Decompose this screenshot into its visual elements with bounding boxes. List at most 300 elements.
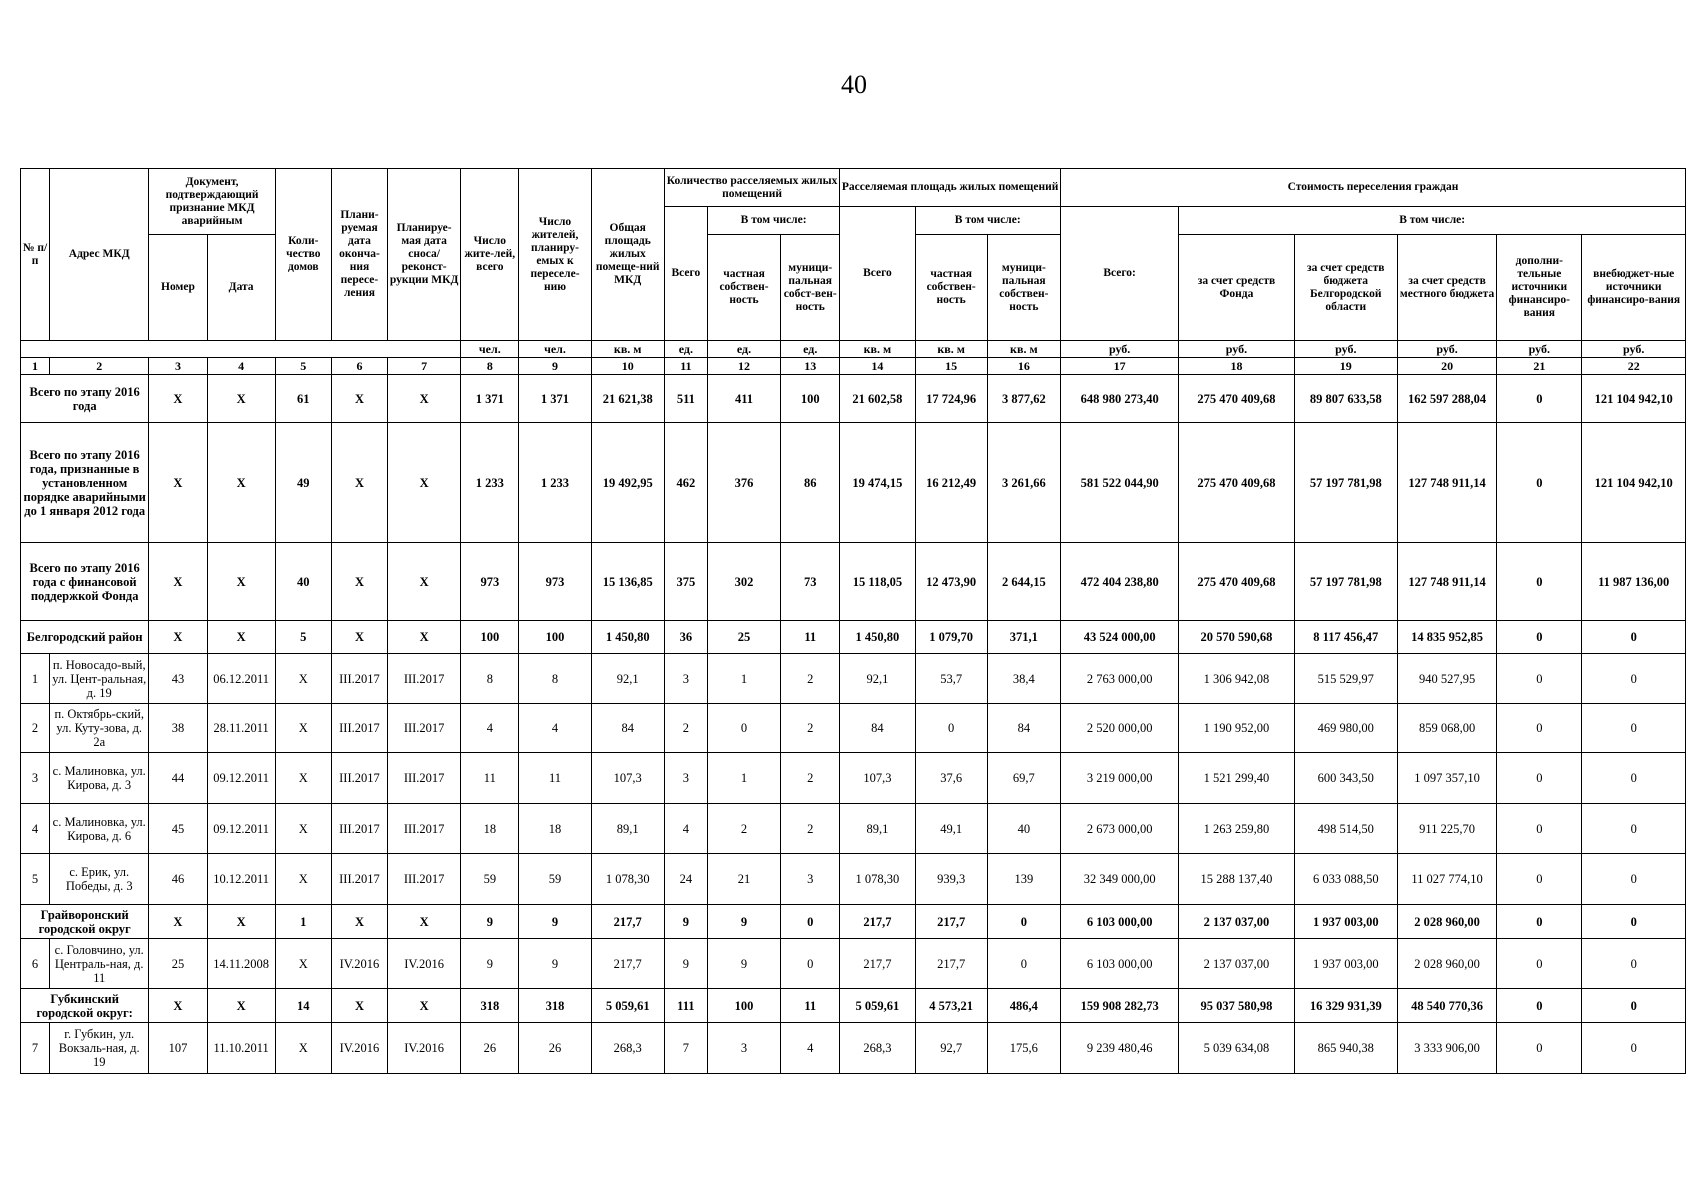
table-cell: 17 724,96 <box>915 375 987 423</box>
column-number: 7 <box>388 358 461 375</box>
table-cell: X <box>207 989 275 1023</box>
table-cell: 0 <box>987 939 1060 989</box>
column-number: 20 <box>1397 358 1496 375</box>
table-cell: 11 987 136,00 <box>1582 543 1686 621</box>
row-address: с. Малиновка, ул. Кирова, д. 3 <box>50 753 149 804</box>
table-cell: 0 <box>1497 989 1582 1023</box>
column-number: 13 <box>781 358 840 375</box>
table-cell: 973 <box>461 543 519 621</box>
table-cell: 302 <box>707 543 780 621</box>
row-number: 4 <box>21 804 50 854</box>
table-cell: III.2017 <box>388 804 461 854</box>
table-cell: X <box>207 543 275 621</box>
table-cell: III.2017 <box>388 654 461 704</box>
column-number: 8 <box>461 358 519 375</box>
table-cell: 0 <box>1582 753 1686 804</box>
summary-row <box>21 423 1686 543</box>
unit-cell: кв. м <box>987 341 1060 358</box>
table-cell: 0 <box>1582 804 1686 854</box>
table-cell: 5 <box>275 621 331 654</box>
table-cell: 411 <box>707 375 780 423</box>
unit-cell: руб. <box>1397 341 1496 358</box>
table-cell: 217,7 <box>915 939 987 989</box>
row-address: п. Новосадо-вый, ул. Цент-ральная, д. 19 <box>50 654 149 704</box>
table-cell: 515 529,97 <box>1294 654 1397 704</box>
column-number: 16 <box>987 358 1060 375</box>
header-planned-end: Плани-руемая дата оконча-ния пересе-ления <box>331 169 387 341</box>
table-cell: 1 521 299,40 <box>1179 753 1294 804</box>
table-cell: 49 <box>275 423 331 543</box>
table-cell: 11 <box>519 753 591 804</box>
table-cell: 217,7 <box>591 939 664 989</box>
table-cell: IV.2016 <box>388 1023 461 1074</box>
table-cell: X <box>331 621 387 654</box>
table-cell: IV.2016 <box>331 939 387 989</box>
unit-cell: кв. м <box>840 341 915 358</box>
table-cell: 100 <box>781 375 840 423</box>
table-cell: 24 <box>664 854 707 905</box>
table-cell: 19 492,95 <box>591 423 664 543</box>
table-cell: 12 473,90 <box>915 543 987 621</box>
table-cell: 0 <box>1497 654 1582 704</box>
table-cell: 7 <box>664 1023 707 1074</box>
table-cell: 107,3 <box>591 753 664 804</box>
table-cell: 0 <box>987 905 1060 939</box>
table-cell: 0 <box>1497 543 1582 621</box>
table-cell: 2 <box>707 804 780 854</box>
table-cell: 15 136,85 <box>591 543 664 621</box>
table-cell: 217,7 <box>591 905 664 939</box>
table-cell: 4 <box>519 704 591 753</box>
table-cell: 4 <box>781 1023 840 1074</box>
page-number: 40 <box>841 70 867 99</box>
table-cell: 217,7 <box>840 939 915 989</box>
header-doc-date: Дата <box>207 235 275 341</box>
header-area-group: Расселяемая площадь жилых помещений <box>840 169 1061 207</box>
column-number: 2 <box>50 358 149 375</box>
table-cell: 2 028 960,00 <box>1397 939 1496 989</box>
table-cell: 92,7 <box>915 1023 987 1074</box>
table-cell: 19 474,15 <box>840 423 915 543</box>
column-number: 11 <box>664 358 707 375</box>
header-cost-extra-budget: внебюджет-ные источники финансиро-вания <box>1582 235 1686 341</box>
units-row <box>21 341 1686 358</box>
table-cell: X <box>388 375 461 423</box>
table-cell: III.2017 <box>388 704 461 753</box>
table-cell: 3 <box>707 1023 780 1074</box>
table-cell: 4 <box>461 704 519 753</box>
table-cell: 1 <box>275 905 331 939</box>
table-cell: 0 <box>1582 854 1686 905</box>
table-cell: 73 <box>781 543 840 621</box>
row-number: 3 <box>21 753 50 804</box>
table-cell: 11 <box>781 621 840 654</box>
table-cell: 0 <box>1497 1023 1582 1074</box>
table-cell: 2 137 037,00 <box>1179 905 1294 939</box>
table-cell: 43 524 000,00 <box>1060 621 1178 654</box>
table-cell: 59 <box>519 854 591 905</box>
table-cell: X <box>149 621 207 654</box>
table-cell: X <box>207 375 275 423</box>
table-cell: X <box>388 543 461 621</box>
table-cell: 4 <box>664 804 707 854</box>
table-cell: 469 980,00 <box>1294 704 1397 753</box>
table-cell: 09.12.2011 <box>207 753 275 804</box>
table-cell: 0 <box>1497 621 1582 654</box>
table-cell: X <box>275 753 331 804</box>
table-cell: 0 <box>1497 804 1582 854</box>
table-cell: 581 522 044,90 <box>1060 423 1178 543</box>
table-cell: 9 239 480,46 <box>1060 1023 1178 1074</box>
table-cell: 06.12.2011 <box>207 654 275 704</box>
table-cell: 0 <box>1497 854 1582 905</box>
table-cell: 32 349 000,00 <box>1060 854 1178 905</box>
table-cell: 2 028 960,00 <box>1397 905 1496 939</box>
table-cell: 2 644,15 <box>987 543 1060 621</box>
table-cell: X <box>149 989 207 1023</box>
table-cell: 4 573,21 <box>915 989 987 1023</box>
table-cell: X <box>388 423 461 543</box>
table-cell: 57 197 781,98 <box>1294 423 1397 543</box>
table-cell: 0 <box>1582 989 1686 1023</box>
table-cell: 376 <box>707 423 780 543</box>
table-cell: 28.11.2011 <box>207 704 275 753</box>
header-rooms-in-total: В том числе: <box>707 207 839 235</box>
table-cell: 9 <box>519 905 591 939</box>
table-cell: 2 <box>781 804 840 854</box>
table-cell: III.2017 <box>388 854 461 905</box>
table-cell: 26 <box>461 1023 519 1074</box>
table-cell: X <box>207 621 275 654</box>
table-cell: 0 <box>1497 753 1582 804</box>
table-cell: 3 877,62 <box>987 375 1060 423</box>
table-cell: 8 <box>519 654 591 704</box>
column-number: 1 <box>21 358 50 375</box>
table-cell: IV.2016 <box>331 1023 387 1074</box>
row-label: Губкинский городской округ: <box>21 989 149 1023</box>
table-cell: 9 <box>707 905 780 939</box>
table-cell: 2 <box>781 654 840 704</box>
table-cell: X <box>388 621 461 654</box>
table-row <box>21 804 1686 854</box>
table-cell: 5 059,61 <box>591 989 664 1023</box>
table-cell: III.2017 <box>331 854 387 905</box>
table-cell: 1 078,30 <box>840 854 915 905</box>
row-address: г. Губкин, ул. Вокзаль-ная, д. 19 <box>50 1023 149 1074</box>
row-label: Всего по этапу 2016 года <box>21 375 149 423</box>
table-cell: 9 <box>664 905 707 939</box>
table-cell: 600 343,50 <box>1294 753 1397 804</box>
table-cell: 37,6 <box>915 753 987 804</box>
units-blank <box>21 341 461 358</box>
table-cell: X <box>388 905 461 939</box>
header-cost-total: Всего: <box>1060 207 1178 341</box>
row-number: 7 <box>21 1023 50 1074</box>
table-cell: 859 068,00 <box>1397 704 1496 753</box>
unit-cell: руб. <box>1582 341 1686 358</box>
row-label: Всего по этапу 2016 года, признанные в установленном порядке аварийными до 1 января 2012 года <box>21 423 149 543</box>
table-cell: 9 <box>707 939 780 989</box>
table-cell: 0 <box>1497 905 1582 939</box>
table-cell: 38 <box>149 704 207 753</box>
table-cell: 69,7 <box>987 753 1060 804</box>
table-cell: 0 <box>781 939 840 989</box>
table-cell: 11.10.2011 <box>207 1023 275 1074</box>
summary-row <box>21 375 1686 423</box>
table-cell: 3 261,66 <box>987 423 1060 543</box>
table-cell: 2 763 000,00 <box>1060 654 1178 704</box>
table-cell: 92,1 <box>591 654 664 704</box>
table-cell: 3 <box>781 854 840 905</box>
table-cell: 1 263 259,80 <box>1179 804 1294 854</box>
table-cell: 9 <box>664 939 707 989</box>
table-cell: 2 <box>664 704 707 753</box>
table-body <box>21 375 1686 1074</box>
table-cell: 1 097 357,10 <box>1397 753 1496 804</box>
table-cell: III.2017 <box>331 654 387 704</box>
table-cell: 43 <box>149 654 207 704</box>
unit-cell: кв. м <box>591 341 664 358</box>
table-cell: 100 <box>461 621 519 654</box>
header-cost-local: за счет средств местного бюджета <box>1397 235 1496 341</box>
table-cell: 0 <box>1582 939 1686 989</box>
table-cell: 648 980 273,40 <box>1060 375 1178 423</box>
table-row <box>21 939 1686 989</box>
table-cell: 15 288 137,40 <box>1179 854 1294 905</box>
unit-cell: руб. <box>1179 341 1294 358</box>
table-cell: 1 937 003,00 <box>1294 939 1397 989</box>
table-cell: 49,1 <box>915 804 987 854</box>
unit-cell: ед. <box>781 341 840 358</box>
table-cell: IV.2016 <box>388 939 461 989</box>
table-cell: 0 <box>1582 704 1686 753</box>
table-cell: 1 371 <box>519 375 591 423</box>
column-number: 6 <box>331 358 387 375</box>
unit-cell: руб. <box>1294 341 1397 358</box>
column-number: 21 <box>1497 358 1582 375</box>
table-cell: 0 <box>1582 1023 1686 1074</box>
table-cell: 1 233 <box>461 423 519 543</box>
column-number: 4 <box>207 358 275 375</box>
table-cell: 139 <box>987 854 1060 905</box>
table-cell: 498 514,50 <box>1294 804 1397 854</box>
table-cell: 84 <box>987 704 1060 753</box>
table-cell: 911 225,70 <box>1397 804 1496 854</box>
table-cell: 89,1 <box>840 804 915 854</box>
table-cell: 159 908 282,73 <box>1060 989 1178 1023</box>
header-rooms-group: Количество расселяемых жилых помещений <box>664 169 840 207</box>
table-row <box>21 704 1686 753</box>
unit-cell: чел. <box>519 341 591 358</box>
summary-row <box>21 905 1686 939</box>
table-cell: 3 <box>664 753 707 804</box>
table-cell: 40 <box>987 804 1060 854</box>
summary-row <box>21 543 1686 621</box>
table-cell: 6 103 000,00 <box>1060 939 1178 989</box>
table-cell: 10.12.2011 <box>207 854 275 905</box>
header-rooms-total: Всего <box>664 207 707 341</box>
table-cell: 14.11.2008 <box>207 939 275 989</box>
table-cell: 1 937 003,00 <box>1294 905 1397 939</box>
table-cell: 09.12.2011 <box>207 804 275 854</box>
table-cell: 0 <box>1497 375 1582 423</box>
table-cell: 53,7 <box>915 654 987 704</box>
header-document: Документ, подтверждающий признание МКД аварийным <box>149 169 275 235</box>
table-cell: X <box>275 854 331 905</box>
table-cell: 48 540 770,36 <box>1397 989 1496 1023</box>
column-number: 12 <box>707 358 780 375</box>
column-number: 15 <box>915 358 987 375</box>
table-cell: III.2017 <box>331 804 387 854</box>
header-cost-additional: дополни-тельные источники финансиро-вания <box>1497 235 1582 341</box>
table-cell: 268,3 <box>840 1023 915 1074</box>
table-row <box>21 1023 1686 1074</box>
table-cell: 375 <box>664 543 707 621</box>
table-cell: 100 <box>707 989 780 1023</box>
table-cell: 0 <box>1582 654 1686 704</box>
table-cell: 511 <box>664 375 707 423</box>
table-cell: 371,1 <box>987 621 1060 654</box>
column-number: 19 <box>1294 358 1397 375</box>
column-numbers-row <box>21 358 1686 375</box>
column-number: 22 <box>1582 358 1686 375</box>
table-cell: 89 807 633,58 <box>1294 375 1397 423</box>
table-cell: 86 <box>781 423 840 543</box>
table-header <box>21 169 1686 375</box>
summary-row <box>21 621 1686 654</box>
table-cell: 8 <box>461 654 519 704</box>
table-cell: 1 078,30 <box>591 854 664 905</box>
header-area-total: Всего <box>840 207 915 341</box>
table-cell: 9 <box>461 905 519 939</box>
row-number: 1 <box>21 654 50 704</box>
row-address: с. Малиновка, ул. Кирова, д. 6 <box>50 804 149 854</box>
table-cell: 486,4 <box>987 989 1060 1023</box>
table-row <box>21 753 1686 804</box>
column-number: 5 <box>275 358 331 375</box>
column-number: 17 <box>1060 358 1178 375</box>
table-cell: X <box>331 905 387 939</box>
table-cell: 3 <box>664 654 707 704</box>
table-cell: 121 104 942,10 <box>1582 375 1686 423</box>
resettlement-table <box>20 168 1686 1074</box>
header-cost-in-total: В том числе: <box>1179 207 1686 235</box>
table-cell: 107,3 <box>840 753 915 804</box>
table-cell: 9 <box>461 939 519 989</box>
table-cell: 472 404 238,80 <box>1060 543 1178 621</box>
table-cell: 21 <box>707 854 780 905</box>
table-cell: 1 233 <box>519 423 591 543</box>
table-cell: 217,7 <box>915 905 987 939</box>
summary-row <box>21 989 1686 1023</box>
table-cell: X <box>388 989 461 1023</box>
table-cell: 6 103 000,00 <box>1060 905 1178 939</box>
header-rooms-private: частная собствен-ность <box>707 235 780 341</box>
table-cell: 1 450,80 <box>840 621 915 654</box>
table-cell: 11 <box>461 753 519 804</box>
table-cell: X <box>149 543 207 621</box>
table-cell: 2 673 000,00 <box>1060 804 1178 854</box>
table-cell: 3 333 906,00 <box>1397 1023 1496 1074</box>
header-num: № п/п <box>21 169 50 341</box>
table-cell: 1 306 942,08 <box>1179 654 1294 704</box>
table-cell: 21 621,38 <box>591 375 664 423</box>
header-cost-regional: за счет средств бюджета Белгородской области <box>1294 235 1397 341</box>
header-area-municipal: муници-пальная собствен-ность <box>987 235 1060 341</box>
table-cell: 175,6 <box>987 1023 1060 1074</box>
table-cell: 217,7 <box>840 905 915 939</box>
header-cost-group: Стоимость переселения граждан <box>1060 169 1685 207</box>
header-planned-demolition: Планируе-мая дата сноса/ реконст-рукции МКД <box>388 169 461 341</box>
table-cell: 0 <box>1582 905 1686 939</box>
table-cell: 1 450,80 <box>591 621 664 654</box>
table-cell: 1 190 952,00 <box>1179 704 1294 753</box>
table-cell: 973 <box>519 543 591 621</box>
table-cell: 21 602,58 <box>840 375 915 423</box>
table-cell: 18 <box>519 804 591 854</box>
table-cell: 1 <box>707 753 780 804</box>
table-cell: 2 <box>781 704 840 753</box>
table-cell: 0 <box>781 905 840 939</box>
table-cell: 5 039 634,08 <box>1179 1023 1294 1074</box>
table-cell: 16 329 931,39 <box>1294 989 1397 1023</box>
row-address: п. Октябрь-ский, ул. Куту-зова, д. 2а <box>50 704 149 753</box>
table-cell: 0 <box>915 704 987 753</box>
unit-cell: ед. <box>664 341 707 358</box>
unit-cell: чел. <box>461 341 519 358</box>
table-cell: 89,1 <box>591 804 664 854</box>
row-label: Грайворонский городской округ <box>21 905 149 939</box>
table-cell: X <box>275 939 331 989</box>
table-cell: 84 <box>840 704 915 753</box>
table-cell: 275 470 409,68 <box>1179 423 1294 543</box>
table-cell: X <box>331 423 387 543</box>
table-cell: X <box>149 905 207 939</box>
table-cell: X <box>275 804 331 854</box>
table-cell: 18 <box>461 804 519 854</box>
table-cell: 25 <box>707 621 780 654</box>
header-area-private: частная собствен-ность <box>915 235 987 341</box>
table-cell: 0 <box>707 704 780 753</box>
unit-cell: руб. <box>1497 341 1582 358</box>
table-cell: 1 371 <box>461 375 519 423</box>
column-number: 3 <box>149 358 207 375</box>
row-number: 2 <box>21 704 50 753</box>
header-residents-planned: Число жителей, планиру-емых к переселе-нию <box>519 169 591 341</box>
table-cell: 275 470 409,68 <box>1179 543 1294 621</box>
table-row <box>21 854 1686 905</box>
table-cell: III.2017 <box>331 704 387 753</box>
header-address: Адрес МКД <box>50 169 149 341</box>
table-cell: 865 940,38 <box>1294 1023 1397 1074</box>
unit-cell: руб. <box>1060 341 1178 358</box>
header-residents: Число жите-лей, всего <box>461 169 519 341</box>
table-cell: III.2017 <box>388 753 461 804</box>
table-cell: 61 <box>275 375 331 423</box>
row-label: Белгородский район <box>21 621 149 654</box>
table-cell: 11 027 774,10 <box>1397 854 1496 905</box>
header-rooms-municipal: муници-пальная собст-вен-ность <box>781 235 840 341</box>
table-cell: III.2017 <box>331 753 387 804</box>
table-cell: 2 520 000,00 <box>1060 704 1178 753</box>
table-row <box>21 654 1686 704</box>
column-number: 18 <box>1179 358 1294 375</box>
table-cell: 0 <box>1497 704 1582 753</box>
table-cell: 44 <box>149 753 207 804</box>
table-cell: 38,4 <box>987 654 1060 704</box>
table-cell: 25 <box>149 939 207 989</box>
table-cell: 107 <box>149 1023 207 1074</box>
